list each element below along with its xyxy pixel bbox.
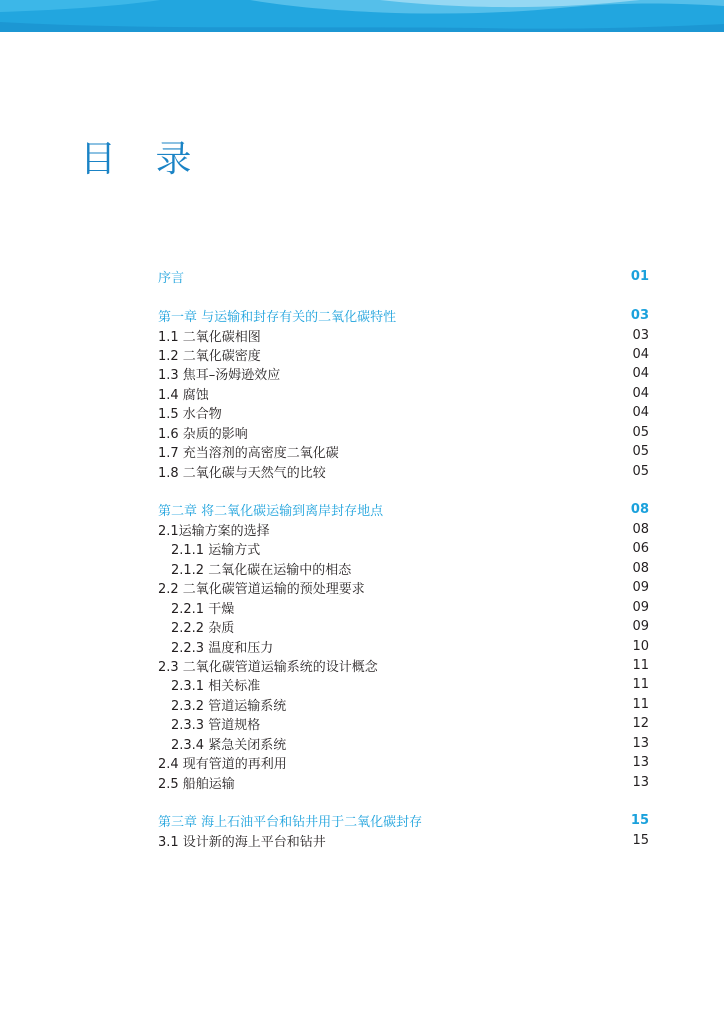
toc-page-number: 01 bbox=[630, 269, 649, 285]
toc-entry[interactable] bbox=[158, 656, 649, 675]
toc-spacer bbox=[158, 792, 649, 811]
toc-chapter-entry[interactable] bbox=[158, 811, 649, 830]
toc-entry[interactable] bbox=[158, 442, 649, 461]
toc-entry-label: 2.3.3 管道规格 bbox=[171, 718, 261, 734]
toc-page-number: 06 bbox=[632, 541, 649, 557]
toc-entry[interactable] bbox=[158, 578, 649, 597]
toc-entry[interactable] bbox=[158, 734, 649, 753]
toc-entry-label: 1.2 二氧化碳密度 bbox=[158, 348, 261, 364]
toc-entry-label: 第一章 与运输和封存有关的二氧化碳特性 bbox=[158, 310, 397, 326]
toc-chapter-entry[interactable] bbox=[158, 267, 649, 286]
toc-entry-label: 2.3.4 紧急关闭系统 bbox=[171, 737, 287, 753]
toc-entry-label: 第二章 将二氧化碳运输到离岸封存地点 bbox=[158, 504, 384, 520]
toc-entry-label: 2.3.1 相关标准 bbox=[171, 679, 261, 695]
toc-page-number: 15 bbox=[630, 813, 649, 829]
toc-entry[interactable] bbox=[158, 325, 649, 344]
toc-page-number: 10 bbox=[632, 638, 649, 654]
toc-page-number: 08 bbox=[632, 521, 649, 537]
toc-entry[interactable] bbox=[158, 403, 649, 422]
toc-page-number: 12 bbox=[632, 716, 649, 732]
toc-entry-label: 2.1.2 二氧化碳在运输中的相态 bbox=[171, 562, 352, 578]
toc-entry-label: 1.6 杂质的影响 bbox=[158, 426, 248, 442]
toc-entry-label: 2.5 船舶运输 bbox=[158, 776, 235, 792]
toc-entry[interactable] bbox=[158, 636, 649, 655]
toc-entry-label: 2.2.1 干燥 bbox=[171, 601, 235, 617]
toc-chapter-entry[interactable] bbox=[158, 500, 649, 519]
toc-entry-label: 2.1.1 运输方式 bbox=[171, 543, 261, 559]
toc-entry-label: 第三章 海上石油平台和钻井用于二氧化碳封存 bbox=[158, 815, 423, 831]
page-title: 目 录 bbox=[80, 139, 206, 180]
toc-page-number: 09 bbox=[632, 580, 649, 596]
toc-entry[interactable] bbox=[158, 597, 649, 616]
toc-entry[interactable] bbox=[158, 384, 649, 403]
toc-page-number: 03 bbox=[630, 308, 649, 324]
toc-page-number: 13 bbox=[632, 755, 649, 771]
toc-entry[interactable] bbox=[158, 559, 649, 578]
toc-page-number: 11 bbox=[632, 657, 649, 673]
toc-entry[interactable] bbox=[158, 617, 649, 636]
toc-entry-label: 2.2.2 杂质 bbox=[171, 621, 235, 637]
toc-page-number: 08 bbox=[632, 560, 649, 576]
toc-page-number: 04 bbox=[632, 385, 649, 401]
toc-entry[interactable] bbox=[158, 831, 649, 850]
toc-page-number: 04 bbox=[632, 405, 649, 421]
top-banner bbox=[0, 0, 724, 32]
toc-entry[interactable] bbox=[158, 423, 649, 442]
toc-page-number: 11 bbox=[632, 677, 649, 693]
toc-entry-label: 1.5 水合物 bbox=[158, 407, 222, 423]
toc-page-number: 04 bbox=[632, 346, 649, 362]
toc-entry[interactable] bbox=[158, 695, 649, 714]
toc-entry-label: 1.3 焦耳–汤姆逊效应 bbox=[158, 368, 281, 384]
toc-entry-label: 1.7 充当溶剂的高密度二氧化碳 bbox=[158, 446, 339, 462]
toc-page-number: 13 bbox=[632, 735, 649, 751]
toc-entry[interactable] bbox=[158, 753, 649, 772]
toc-spacer bbox=[158, 481, 649, 500]
toc-entry[interactable] bbox=[158, 714, 649, 733]
toc-spacer bbox=[158, 286, 649, 305]
toc-entry[interactable] bbox=[158, 364, 649, 383]
toc-entry[interactable] bbox=[158, 675, 649, 694]
toc-page-number: 08 bbox=[630, 502, 649, 518]
toc-entry-label: 2.2.3 温度和压力 bbox=[171, 640, 274, 656]
toc-entry-label: 2.3.2 管道运输系统 bbox=[171, 698, 287, 714]
toc-entry[interactable] bbox=[158, 539, 649, 558]
toc-entry-label: 2.2 二氧化碳管道运输的预处理要求 bbox=[158, 582, 365, 598]
toc-page-number: 15 bbox=[632, 832, 649, 848]
toc-entry-label: 1.1 二氧化碳相图 bbox=[158, 329, 261, 345]
toc-entry[interactable] bbox=[158, 461, 649, 480]
toc-entry-label: 3.1 设计新的海上平台和钻井 bbox=[158, 834, 326, 850]
toc-entry-label: 2.4 现有管道的再利用 bbox=[158, 757, 287, 773]
toc-page-number: 11 bbox=[632, 696, 649, 712]
toc-chapter-entry[interactable] bbox=[158, 306, 649, 325]
toc-entry[interactable] bbox=[158, 520, 649, 539]
toc-page-number: 09 bbox=[632, 619, 649, 635]
toc-entry-label: 1.4 腐蚀 bbox=[158, 387, 209, 403]
toc-page-number: 05 bbox=[632, 463, 649, 479]
toc-page-number: 09 bbox=[632, 599, 649, 615]
toc-page-number: 04 bbox=[632, 366, 649, 382]
toc-page-number: 03 bbox=[632, 327, 649, 343]
toc-page-number: 13 bbox=[632, 774, 649, 790]
toc-entry-label: 2.3 二氧化碳管道运输系统的设计概念 bbox=[158, 659, 378, 675]
toc-entry-label: 序言 bbox=[158, 271, 185, 287]
table-of-contents bbox=[158, 267, 649, 850]
toc-page-number: 05 bbox=[632, 424, 649, 440]
toc-entry-label: 2.1运输方案的选择 bbox=[158, 523, 270, 539]
toc-page-number: 05 bbox=[632, 444, 649, 460]
toc-entry[interactable] bbox=[158, 345, 649, 364]
toc-entry-label: 1.8 二氧化碳与天然气的比较 bbox=[158, 465, 326, 481]
toc-entry[interactable] bbox=[158, 772, 649, 791]
